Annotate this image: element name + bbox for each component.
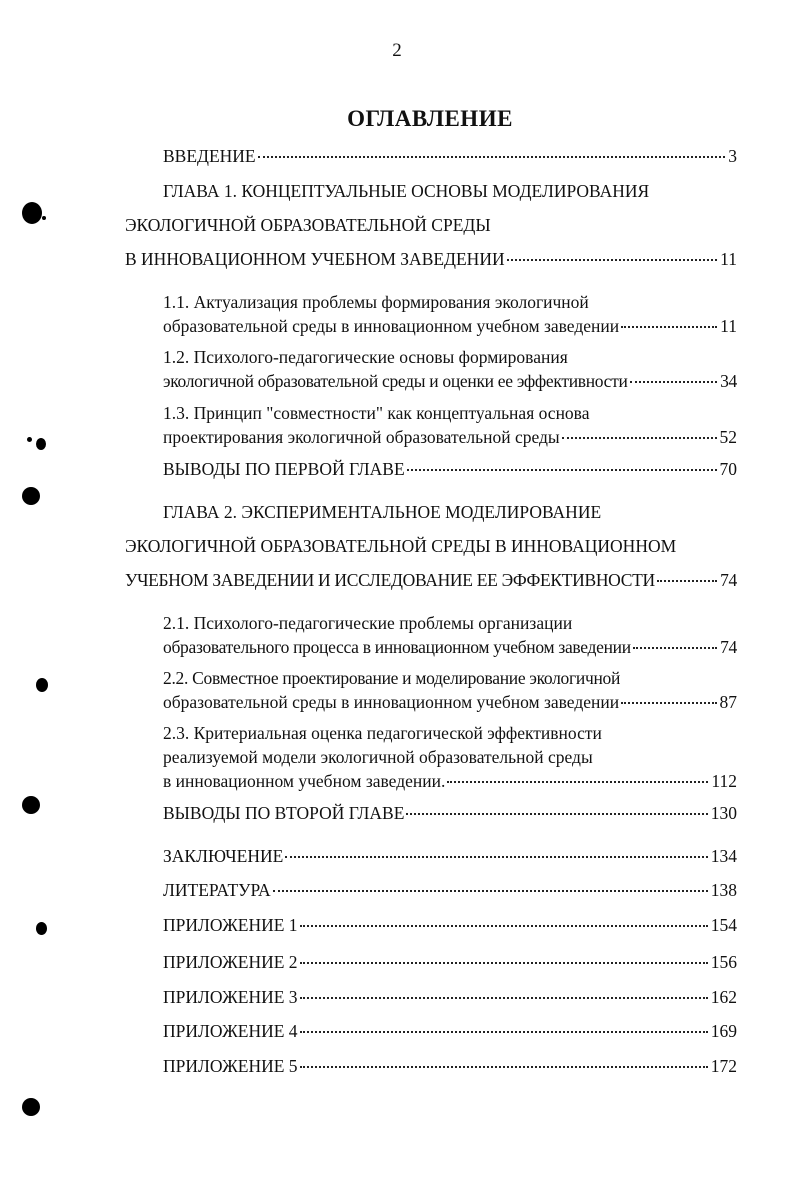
toc-entry-label: ВЫВОДЫ ПО ПЕРВОЙ ГЛАВЕ [163,459,405,479]
dot-leader [621,702,716,704]
dot-leader [562,437,717,439]
dot-leader [258,156,726,158]
punch-hole-mark [22,796,40,814]
toc-entry-section-1-1[interactable] [163,316,737,337]
section-1-2-line1: 1.2. Психолого-педагогические основы формирования [163,347,568,367]
toc-entry-label: ПРИЛОЖЕНИЕ 4 [163,1021,298,1041]
toc-entry-conclusions-1[interactable] [163,459,737,480]
toc-entry-page: 70 [719,459,737,479]
section-1-3-line2: проектирования экологичной образовательной среды [163,427,560,447]
scan-artifact-mark [36,922,47,935]
page-number: 2 [392,40,402,61]
toc-entry-label: ПРИЛОЖЕНИЕ 1 [163,915,298,935]
dot-leader [285,856,707,858]
dot-leader [633,647,717,649]
dot-leader [300,925,708,927]
chapter1-title-line2: ЭКОЛОГИЧНОЙ ОБРАЗОВАТЕЛЬНОЙ СРЕДЫ [125,215,491,235]
toc-entry-page: 169 [710,1021,737,1041]
dot-leader [447,781,708,783]
dot-leader [630,381,718,383]
toc-entry-chapter1[interactable] [125,249,737,270]
scan-artifact-mark [42,216,46,220]
toc-entry-appendix-3[interactable] [163,987,737,1008]
scan-artifact-mark [27,437,32,442]
toc-entry-page: 11 [720,249,737,269]
dot-leader [507,259,718,261]
section-2-2-line1: 2.2. Совместное проектирование и моделирование экологичной [163,668,621,688]
dot-leader [300,1066,708,1068]
punch-hole-mark [22,1098,40,1116]
toc-entry-section-1-3[interactable] [163,427,737,448]
toc-entry-appendix-4[interactable] [163,1021,737,1042]
chapter2-title-line2: ЭКОЛОГИЧНОЙ ОБРАЗОВАТЕЛЬНОЙ СРЕДЫ В ИННОВАЦИОННОМ [125,536,677,556]
toc-entry-literature[interactable] [163,880,737,901]
toc-entry-label: ПРИЛОЖЕНИЕ 2 [163,952,298,972]
dot-leader [407,469,717,471]
section-2-3-line3: в инновационном учебном заведении. [163,771,446,791]
toc-entry-page: 156 [710,952,737,972]
section-2-1-line1: 2.1. Психолого-педагогические проблемы организации [163,613,573,633]
toc-entry-section-2-3[interactable] [163,771,737,792]
toc-entry-page: 74 [720,570,737,590]
punch-hole-mark [22,487,40,505]
dot-leader [300,962,708,964]
toc-entry-section-1-2[interactable] [163,371,737,392]
toc-entry-section-2-1[interactable] [163,637,737,658]
section-1-3-line1: 1.3. Принцип "совместности" как концептуальная основа [163,403,590,423]
chapter2-title-line3: УЧЕБНОМ ЗАВЕДЕНИИ И ИССЛЕДОВАНИЕ ЕЕ ЭФФЕКТИВНОСТИ [125,570,655,590]
toc-entry-page: 134 [710,846,737,866]
toc-entry-page: 130 [710,803,737,823]
chapter1-title-line3: В ИННОВАЦИОННОМ УЧЕБНОМ ЗАВЕДЕНИИ [125,249,505,269]
dot-leader [300,997,708,999]
toc-entry-page: 52 [719,427,737,447]
section-2-2-line2: образовательной среды в инновационном учебном заведении [163,692,620,712]
dot-leader [621,326,717,328]
toc-entry-appendix-5[interactable] [163,1056,737,1077]
toc-entry-page: 11 [720,316,737,336]
toc-entry-page: 112 [711,771,737,791]
toc-entry-label: ВВЕДЕНИЕ [163,146,256,166]
section-1-1-line2: образовательной среды в инновационном учебном заведении [163,316,620,336]
toc-entry-label: ПРИЛОЖЕНИЕ 5 [163,1056,298,1076]
toc-entry-page: 138 [710,880,737,900]
toc-entry-page: 74 [720,637,737,657]
toc-entry-label: ПРИЛОЖЕНИЕ 3 [163,987,298,1007]
toc-entry-page: 162 [710,987,737,1007]
section-2-3-line1: 2.3. Критериальная оценка педагогической эффективности [163,723,602,743]
toc-entry-page: 87 [719,692,737,712]
toc-entry-conclusions-2[interactable] [163,803,737,824]
toc-entry-label: ВЫВОДЫ ПО ВТОРОЙ ГЛАВЕ [163,803,405,823]
toc-entry-page: 34 [720,371,737,391]
section-1-1-line1: 1.1. Актуализация проблемы формирования экологичной [163,292,589,312]
dot-leader [300,1031,708,1033]
dot-leader [273,890,708,892]
chapter2-title-line1: ГЛАВА 2. ЭКСПЕРИМЕНТАЛЬНОЕ МОДЕЛИРОВАНИЕ [163,502,602,522]
toc-entry-conclusion[interactable] [163,846,737,867]
toc-entry-chapter2[interactable] [125,570,737,591]
toc-entry-page: 172 [710,1056,737,1076]
dot-leader [406,813,707,815]
chapter1-title-line1: ГЛАВА 1. КОНЦЕПТУАЛЬНЫЕ ОСНОВЫ МОДЕЛИРОВАНИЯ [163,181,650,201]
toc-entry-page: 154 [710,915,737,935]
toc-entry-section-2-2[interactable] [163,692,737,713]
scan-artifact-mark [36,438,46,450]
toc-entry-appendix-1[interactable] [163,915,737,936]
toc-entry-page: 3 [728,146,737,166]
toc-entry-intro[interactable] [163,146,737,167]
section-2-1-line2: образовательного процесса в инновационном учебном заведении [163,637,631,657]
punch-hole-mark [22,202,42,224]
toc-title: ОГЛАВЛЕНИЕ [347,106,513,131]
section-1-2-line2: экологичной образовательной среды и оценки ее эффективности [163,371,628,391]
toc-entry-appendix-2[interactable] [163,952,737,973]
scan-artifact-mark [36,678,48,692]
dot-leader [657,580,717,582]
toc-entry-label: ЗАКЛЮЧЕНИЕ [163,846,284,866]
section-2-3-line2: реализуемой модели экологичной образовательной среды [163,747,593,767]
toc-entry-label: ЛИТЕРАТУРА [163,880,271,900]
